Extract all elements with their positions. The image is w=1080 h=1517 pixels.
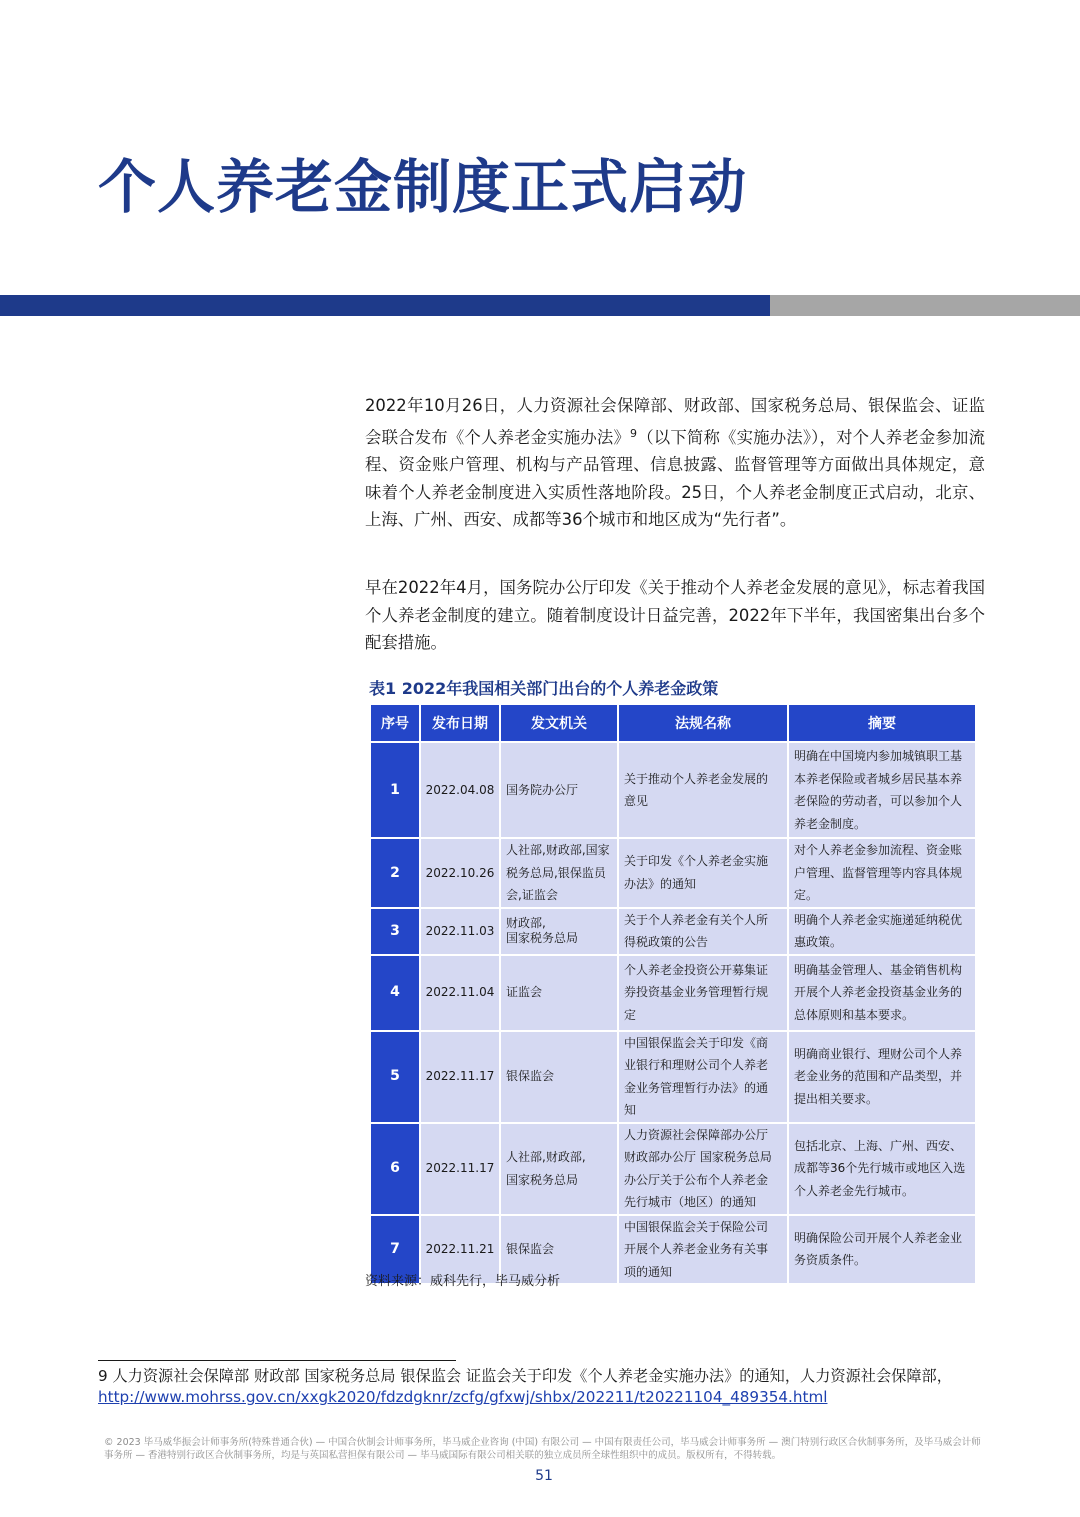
row-summary <box>788 955 976 1031</box>
agency-line: 国家税务总局 <box>506 931 579 945</box>
row-date: 2022.11.03 <box>420 908 500 955</box>
row-summary <box>788 1215 976 1285</box>
summary-line: 包括北京、上海、广州、西安、 <box>794 1138 963 1153</box>
row-seq: 2 <box>370 838 420 908</box>
agency-line: 银保监会 <box>506 1069 555 1084</box>
name-line: 办公厅关于公布个人养老金 <box>624 1172 769 1187</box>
row-summary <box>788 742 976 838</box>
summary-line: 老保险的劳动者，可以参加个人 <box>794 794 963 808</box>
name-line: 项的通知 <box>624 1264 673 1279</box>
row-seq: 3 <box>370 908 420 955</box>
row-name <box>618 838 788 908</box>
row-seq: 5 <box>370 1031 420 1123</box>
summary-line: 成都等36个先行城市或地区入选 <box>794 1161 966 1176</box>
row-summary <box>788 838 976 908</box>
intro-paragraph <box>365 392 985 534</box>
name-line: 业银行和理财公司个人养老 <box>624 1058 769 1072</box>
summary-line: 本养老保险或者城乡居民基本养 <box>794 771 963 786</box>
footnote-ref[interactable]: 9 <box>630 426 638 440</box>
name-line: 关于印发《个人养老金实施 <box>624 854 769 869</box>
row-seq: 1 <box>370 742 420 838</box>
summary-line: 老金业务的范围和产品类型，并 <box>794 1069 963 1084</box>
agency-line: 证监会 <box>506 985 543 1000</box>
row-date: 2022.04.08 <box>420 742 500 838</box>
table-row <box>370 1123 976 1215</box>
agency-line: 人社部,财政部,国家 <box>506 843 610 857</box>
row-agency <box>500 742 618 838</box>
name-line: 办法》的通知 <box>624 876 697 891</box>
table-row <box>370 838 976 908</box>
header-agency: 发文机关 <box>500 704 618 742</box>
table-row <box>370 908 976 955</box>
header-band-blue <box>0 295 770 316</box>
row-agency <box>500 838 618 908</box>
row-date: 2022.11.17 <box>420 1123 500 1215</box>
row-seq: 7 <box>370 1215 420 1285</box>
summary-line: 明确保险公司开展个人养老金业 <box>794 1230 963 1245</box>
row-name <box>618 955 788 1031</box>
footnote <box>98 1366 998 1408</box>
background-paragraph: 早在2022年4月，国务院办公厅印发《关于推动个人养老金发展的意见》，标志着我国个人养老金制度的建立。随着制度设计日益完善，2022年下半年，我国密集出台多个配套措施。 <box>365 578 985 653</box>
page-number: 51 <box>535 1468 553 1484</box>
agency-line: 人社部,财政部, <box>506 1150 586 1164</box>
name-line: 得税政策的公告 <box>624 935 709 949</box>
row-name <box>618 742 788 838</box>
legal-notice: © 2023 毕马威华振会计师事务所(特殊普通合伙) — 中国合伙制会计师事务所，毕马威企业咨询 (中国) 有限公司 — 中国有限责任公司，毕马威会计师事务所 — 澳门特别行政区合伙制事务所，及毕马威会计师事务所 — 香港特别行政区合伙制事务所，均是与英国私营担保有限公司 — 毕马威国际有限公司相关联的独立成员所全球性组织中的成员。版权所有，不得转载。 <box>104 1437 981 1461</box>
agency-line: 国务院办公厅 <box>506 782 579 797</box>
summary-line: 明确在中国境内参加城镇职工基 <box>794 749 963 763</box>
name-line: 个人养老金投资公开募集证 <box>624 962 769 977</box>
name-line: 中国银保监会关于保险公司 <box>624 1219 769 1234</box>
agency-line: 银保监会 <box>506 1242 555 1256</box>
summary-line: 对个人养老金参加流程、资金账 <box>794 843 963 857</box>
header-summary: 摘要 <box>788 704 976 742</box>
row-name <box>618 1123 788 1215</box>
summary-line: 定。 <box>794 888 819 902</box>
name-line: 定 <box>624 1007 637 1022</box>
summary-line: 提出相关要求。 <box>794 1091 879 1106</box>
table-row <box>370 1031 976 1123</box>
row-seq: 6 <box>370 1123 420 1215</box>
row-summary <box>788 1031 976 1123</box>
summary-line: 明确基金管理人、基金销售机构 <box>794 962 963 977</box>
name-line: 先行城市（地区）的通知 <box>624 1195 757 1209</box>
row-name <box>618 908 788 955</box>
agency-line: 国家税务总局 <box>506 1172 579 1187</box>
header-seq: 序号 <box>370 704 420 742</box>
table-header-row <box>370 704 976 742</box>
row-summary <box>788 1123 976 1215</box>
row-seq: 4 <box>370 955 420 1031</box>
row-date: 2022.11.17 <box>420 1031 500 1123</box>
name-line: 开展个人养老金业务有关事 <box>624 1242 769 1256</box>
name-line: 关于推动个人养老金发展的 <box>624 771 769 786</box>
row-name <box>618 1031 788 1123</box>
name-line: 人力资源社会保障部办公厅 <box>624 1127 769 1142</box>
table-caption: 表1 2022年我国相关部门出台的个人养老金政策 <box>369 679 719 698</box>
table-source: 资料来源：威科先行，毕马威分析 <box>365 1274 561 1289</box>
name-line: 金业务管理暂行办法》的通 <box>624 1080 769 1095</box>
name-line: 知 <box>624 1103 637 1117</box>
summary-line: 明确商业银行、理财公司个人养 <box>794 1046 963 1061</box>
name-line: 中国银保监会关于印发《商 <box>624 1035 769 1050</box>
header-date: 发布日期 <box>420 704 500 742</box>
row-agency <box>500 1123 618 1215</box>
row-agency <box>500 1031 618 1123</box>
row-date: 2022.10.26 <box>420 838 500 908</box>
summary-line: 总体原则和基本要求。 <box>794 1007 915 1022</box>
summary-line: 个人养老金先行城市。 <box>794 1183 915 1198</box>
row-date: 2022.11.04 <box>420 955 500 1031</box>
intro-text-a: 2022年10月26日，人力资源社会保障部、财政部、国家税务总局、银保监会、证监会联合发布《个人养老金实施办法》 <box>365 396 985 447</box>
row-summary <box>788 908 976 955</box>
summary-line: 明确个人养老金实施递延纳税优 <box>794 912 963 927</box>
summary-line: 养老金制度。 <box>794 816 867 831</box>
table-row <box>370 955 976 1031</box>
name-line: 券投资基金业务管理暂行规 <box>624 985 769 1000</box>
summary-line: 户管理、监督管理等内容具体规 <box>794 865 963 880</box>
name-line: 财政部办公厅 国家税务总局 <box>624 1150 772 1164</box>
footnote-text: 9 人力资源社会保障部 财政部 国家税务总局 银保监会 证监会关于印发《个人养老金实施办法》的通知，人力资源社会保障部， <box>98 1367 952 1385</box>
row-agency <box>500 908 618 955</box>
agency-line: 财政部, <box>506 916 546 930</box>
row-date: 2022.11.21 <box>420 1215 500 1285</box>
policy-table <box>369 703 977 1285</box>
agency-line: 会,证监会 <box>506 888 558 902</box>
header-name: 法规名称 <box>618 704 788 742</box>
row-name <box>618 1215 788 1285</box>
agency-line: 税务总局,银保监员 <box>506 865 606 880</box>
footnote-link[interactable]: http://www.mohrss.gov.cn/xxgk2020/fdzdgknr/zcfg/gfxwj/shbx/202211/t20221104_489354.html <box>98 1388 828 1406</box>
intro-text-b: （以下简称《实施办法》），对个人养老金参加流程、资金账户管理、机构与产品管理、信息披露、监督管理等方面做出具体规定，意味着个人养老金制度进入实质性落地阶段。25日，个人养老金制度正式启动，北京、上海、广州、西安、成都等36个城市和地区成为“先行者”。 <box>365 427 985 530</box>
summary-line: 务资质条件。 <box>794 1253 867 1268</box>
summary-line: 开展个人养老金投资基金业务的 <box>794 985 963 1000</box>
row-agency <box>500 955 618 1031</box>
header-band-gray <box>770 295 1080 316</box>
name-line: 关于个人养老金有关个人所 <box>624 912 769 927</box>
table-row <box>370 742 976 838</box>
page-title: 个人养老金制度正式启动 <box>98 153 748 221</box>
summary-line: 惠政策。 <box>794 935 843 949</box>
name-line: 意见 <box>624 794 649 808</box>
footnote-divider <box>98 1360 456 1361</box>
